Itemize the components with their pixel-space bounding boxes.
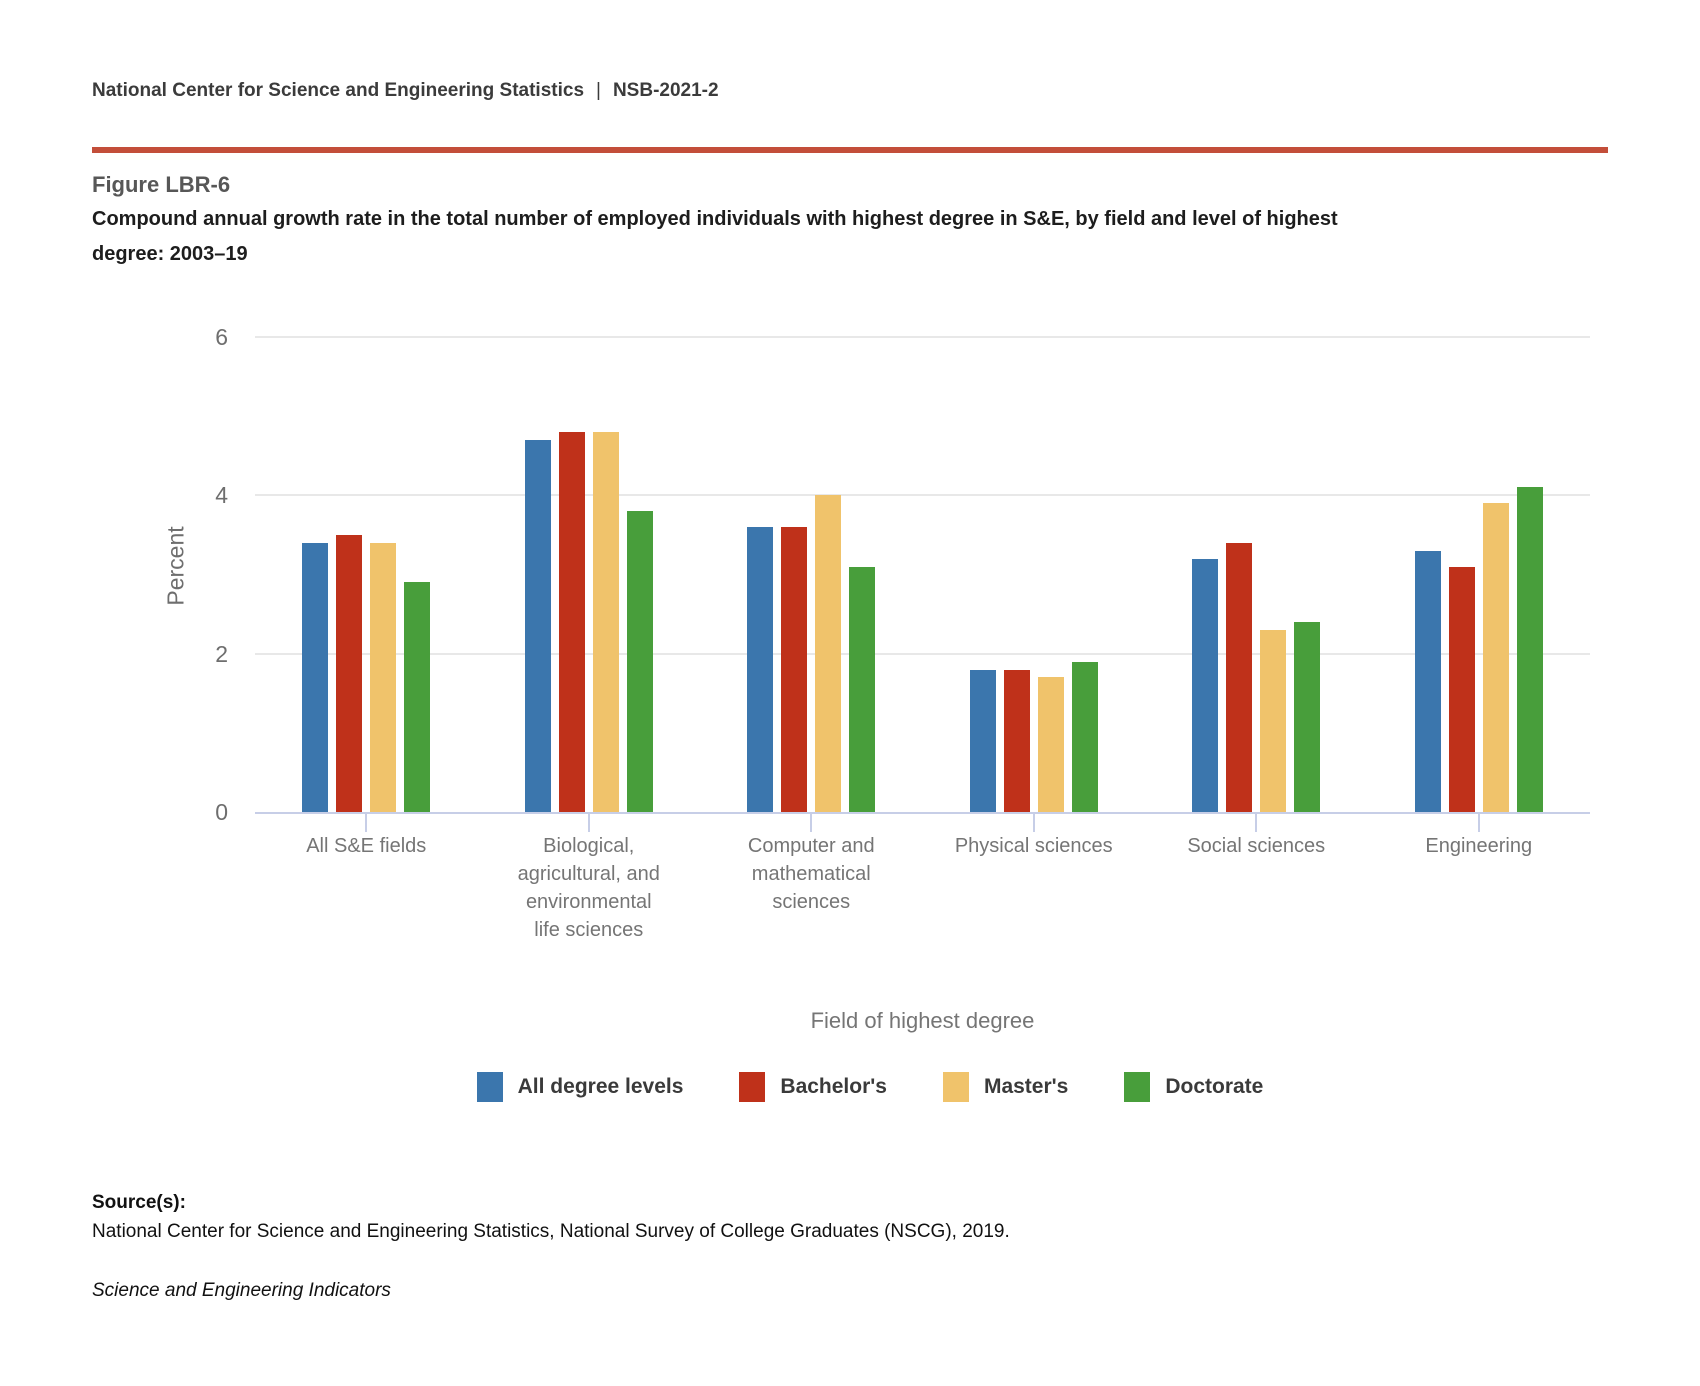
bar [1449, 567, 1475, 812]
x-axis-label: Biological, agricultural, and environmental life sciences [517, 835, 660, 941]
bar [627, 511, 653, 812]
bar [1072, 662, 1098, 812]
legend-swatch-icon [739, 1072, 765, 1102]
bar [593, 432, 619, 812]
x-axis-tick [365, 812, 367, 832]
bar [1483, 503, 1509, 812]
x-axis-label: All S&E fields [306, 835, 427, 857]
bar-groups [255, 337, 1590, 812]
bar [1517, 487, 1543, 812]
header-report-id: NSB-2021-2 [612, 80, 719, 101]
legend-swatch-icon [477, 1072, 503, 1102]
source-heading: Source(s): [92, 1192, 186, 1213]
bar [781, 527, 807, 812]
report-header [92, 80, 719, 102]
x-axis-label: Computer and mathematical sciences [747, 835, 875, 913]
chart-legend [70, 1072, 1670, 1102]
x-axis-tick [1033, 812, 1035, 832]
legend-swatch-icon [1124, 1072, 1150, 1102]
x-axis-tick [1255, 812, 1257, 832]
legend-swatch-icon [943, 1072, 969, 1102]
bar [849, 567, 875, 812]
x-axis-label: Social sciences [1187, 835, 1326, 857]
y-tick-label-0: 0 [215, 799, 228, 825]
legend-item [739, 1072, 887, 1102]
figure-title-line-1: Compound annual growth rate in the total number of employed individuals with highest degree in S&E, by field and level of highest [92, 208, 1338, 230]
bar [1192, 559, 1218, 812]
bar-group [923, 337, 1146, 812]
bar [559, 432, 585, 812]
accent-rule [92, 147, 1608, 153]
bar-group [1368, 337, 1591, 812]
bar-group [478, 337, 701, 812]
bar [747, 527, 773, 812]
plot-area [255, 337, 1590, 814]
bar [336, 535, 362, 812]
legend-item [1124, 1072, 1263, 1102]
x-axis-tick [810, 812, 812, 832]
bar [970, 670, 996, 813]
bar [1294, 622, 1320, 812]
legend-label: Master's [983, 1075, 1069, 1098]
figure-label: Figure LBR-6 [92, 172, 231, 197]
x-axis-label: Physical sciences [954, 835, 1113, 857]
figure-title [92, 202, 1338, 272]
bar [404, 582, 430, 812]
bar [525, 440, 551, 812]
legend-item [943, 1072, 1068, 1102]
x-axis-tick [1478, 812, 1480, 832]
source-text: National Center for Science and Engineering Statistics, National Survey of College Graduates (NSCG), 2019. [92, 1221, 1010, 1242]
x-axis-label: Engineering [1425, 835, 1533, 857]
bar [1415, 551, 1441, 812]
y-tick-label-6: 6 [215, 324, 228, 350]
legend-label: Doctorate [1165, 1075, 1264, 1098]
source-footer: Science and Engineering Indicators [92, 1280, 391, 1301]
bar [1226, 543, 1252, 812]
legend-item [477, 1072, 684, 1102]
bar-group [1145, 337, 1368, 812]
bar [1038, 677, 1064, 812]
legend-label: Bachelor's [780, 1075, 887, 1098]
y-tick-label-4: 4 [215, 482, 228, 509]
figure-title-line-2: degree: 2003–19 [92, 243, 248, 265]
bar [302, 543, 328, 812]
header-separator: | [596, 80, 601, 101]
x-axis-tick [588, 812, 590, 832]
bar [815, 495, 841, 812]
bar [1004, 670, 1030, 813]
y-tick-label-2: 2 [215, 640, 228, 667]
bar [1260, 630, 1286, 812]
header-org: National Center for Science and Engineering Statistics [92, 80, 585, 101]
bar [370, 543, 396, 812]
x-axis-title: Field of highest degree [810, 1008, 1035, 1033]
bar-group [255, 337, 478, 812]
x-axis-labels [255, 832, 1590, 944]
y-axis-ticks [170, 324, 232, 825]
bar-group [700, 337, 923, 812]
legend-label: All degree levels [517, 1075, 684, 1098]
y-axis-title: Percent [162, 526, 189, 606]
